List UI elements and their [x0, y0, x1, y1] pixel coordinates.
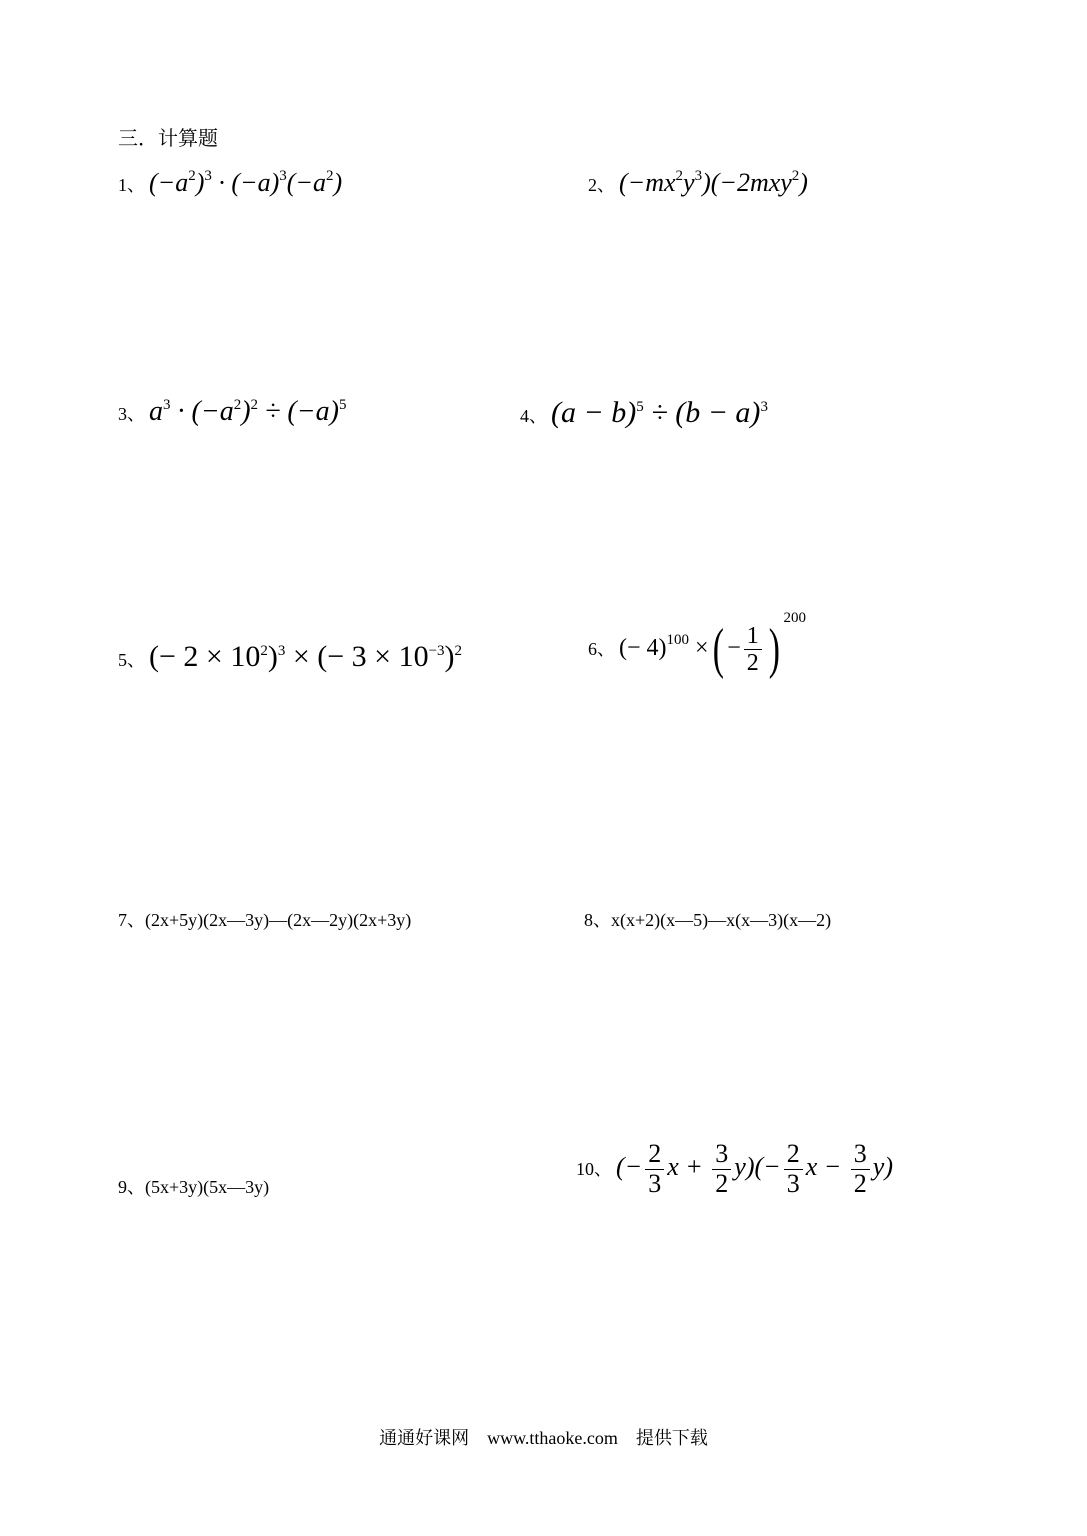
math-expression: $a^3 \cdot (-a^2)^2 \div (-a)^5$ — [149, 396, 347, 427]
problem-number: 2、 — [588, 175, 615, 195]
problem-6 — [588, 610, 806, 681]
problem-number: 3、 — [118, 404, 145, 424]
footer-text: 通通好课网 www.tthaoke.com 提供下载 — [379, 1428, 708, 1448]
problem-10 — [576, 1140, 893, 1198]
section-title: 三．计算题 — [118, 126, 218, 150]
problem-7 — [118, 906, 411, 932]
math-expression: $(a - b)^5 \div (b - a)^3$ — [551, 396, 768, 429]
problem-number: 5、 — [118, 650, 145, 670]
problem-number: 10、 — [576, 1159, 612, 1180]
math-expression: $(-mx^2y^3)(-2mxy^2)$ — [619, 167, 808, 197]
problem-number: 8、 — [584, 910, 611, 930]
math-expression: (− $\frac{2}{3}$ x + $\frac{3}{2}$ y)(− $\frac{2}{3}$ x − $\frac{3}{2}$ y) — [616, 1139, 893, 1198]
problem-number: 6、 — [588, 639, 615, 659]
math-expression: (2x+5y)(2x—3y)—(2x—2y)(2x+3y) — [145, 910, 412, 930]
problem-2 — [588, 168, 808, 198]
math-expression: x(x+2)(x—5)—x(x—3)(x—2) — [611, 910, 832, 930]
problem-number: 1、 — [118, 175, 145, 195]
math-expression: (5x+3y)(5x—3y) — [145, 1177, 270, 1197]
problem-4 — [520, 396, 768, 430]
problem-5 — [118, 640, 462, 674]
math-expression: (− $2 \times 10^2)^3$ × (− $3 \times 10^{-3})^2$ — [149, 640, 463, 673]
problem-3 — [118, 396, 346, 428]
problem-number: 7、 — [118, 910, 145, 930]
problem-8 — [584, 906, 831, 932]
problem-1 — [118, 168, 342, 198]
problem-number: 9、 — [118, 1177, 145, 1197]
math-expression: (− 4)$^{100}$ ×( − $\frac{1}{2}$ )$^{200}$ — [619, 610, 806, 681]
math-expression: $(-a^2)^3 \cdot (-a)^3(-a^2)$ — [149, 167, 343, 197]
problem-number: 4、 — [520, 406, 547, 426]
problem-9 — [118, 1173, 269, 1199]
